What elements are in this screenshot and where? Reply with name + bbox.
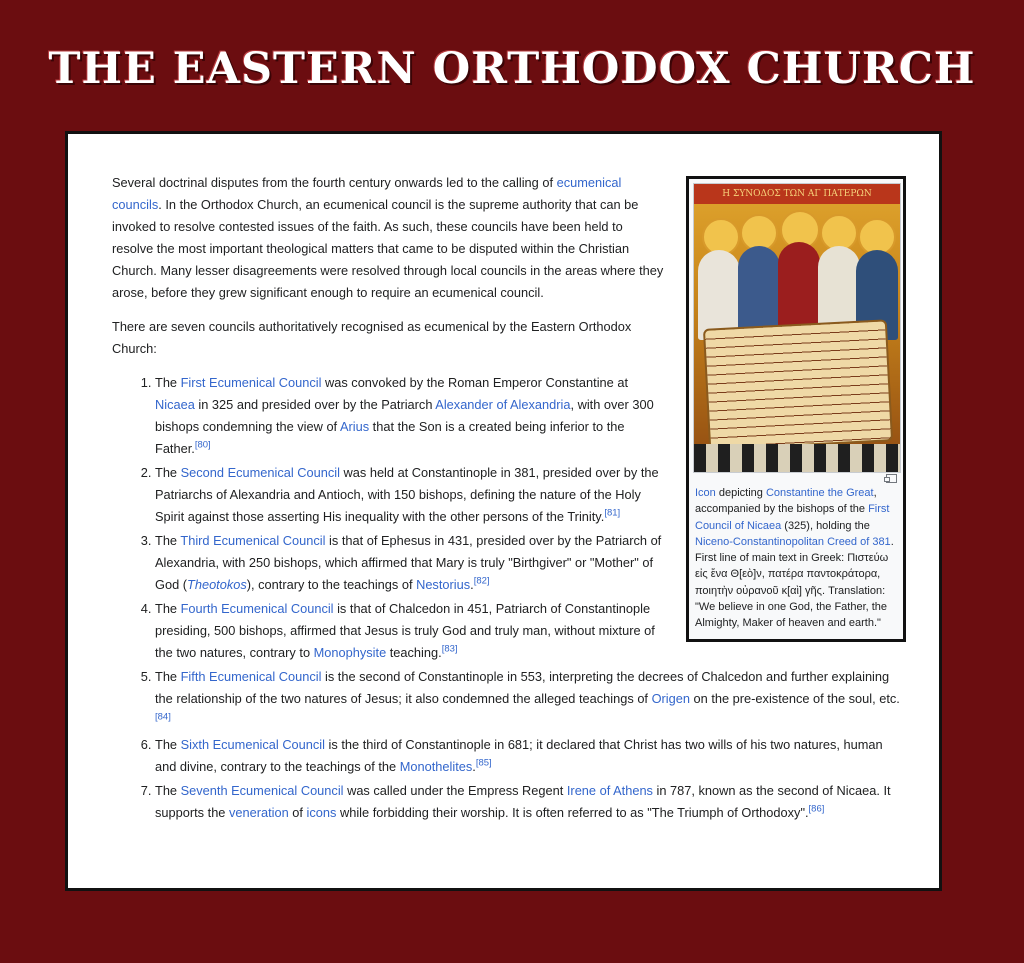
- council-of-nicaea-icon-image[interactable]: [693, 183, 901, 473]
- link-nicaea[interactable]: Nicaea: [155, 397, 195, 412]
- checkered-floor: [694, 444, 900, 472]
- list-item-council-3: 3. The Third Ecumenical Council is that of Ephesus in 431, presided over by the Patriarch of Alexandria, with 250 bishops, which affirmed that Mary is truly "Birthgiver" or "Mother" of God (Theotokos), contrary to the teachings of Nestorius.[82]: [155, 530, 663, 596]
- link-sixth-ecumenical-council[interactable]: Sixth Ecumenical Council: [180, 737, 325, 752]
- intro-paragraph: Several doctrinal disputes from the fourth century onwards led to the calling of ecumenical councils. In the Orthodox Church, an ecumenical council is the supreme authority that can be invoked to resolve contested issues of the faith. As such, these councils have been held to resolve the most important theological matters that came to be disputed within the Christian Church. Many lesser disagreements were resolved through local councils in the areas where they arose, before they grew significant enough to require an ecumenical council.: [112, 175, 664, 300]
- list-item-council-7: 7. The Seventh Ecumenical Council was called under the Empress Regent Irene of Athens in 787, known as the second of Nicaea. It supports the veneration of icons while forbidding their worship. It is often referred to as "The Triumph of Orthodoxy".[86]: [155, 780, 907, 824]
- infobox: [686, 176, 906, 642]
- link-monophysite[interactable]: Monophysite: [313, 645, 387, 660]
- link-alexander-of-alexandria[interactable]: Alexander of Alexandria: [435, 397, 571, 412]
- link-fifth-ecumenical-council[interactable]: Fifth Ecumenical Council: [180, 669, 322, 684]
- link-origen[interactable]: Origen: [651, 691, 690, 706]
- link-seventh-ecumenical-council[interactable]: Seventh Ecumenical Council: [180, 783, 344, 798]
- link-nestorius[interactable]: Nestorius: [416, 577, 471, 592]
- link-arius[interactable]: Arius: [339, 419, 370, 434]
- link-veneration[interactable]: veneration: [228, 805, 289, 820]
- link-icon[interactable]: Icon: [695, 487, 716, 499]
- link-monothelites[interactable]: Monothelites: [399, 759, 473, 774]
- page-title: THE EASTERN ORTHODOX CHURCH: [48, 44, 976, 94]
- enlarge-icon[interactable]: [886, 474, 897, 483]
- ref-83[interactable]: [83]: [441, 643, 458, 655]
- link-theotokos[interactable]: Theotokos: [187, 577, 247, 592]
- link-constantine-the-great[interactable]: Constantine the Great: [765, 487, 874, 499]
- link-ecumenical-councils[interactable]: ecumenical councils: [112, 175, 622, 212]
- list-item-council-2: 2. The Second Ecumenical Council was held at Constantinople in 381, presided over by the Patriarchs of Alexandria and Antioch, with 150 bishops, defining the nature of the Holy Spirit against those asserting His inequality with the other persons of the Trinity.[81]: [155, 462, 663, 528]
- icon-banner: Η ΣΥΝΟΔΟΣ ΤΩΝ ΑΓ ΠΑΤΕΡΩΝ: [694, 184, 900, 204]
- list-item-council-1: 1. The First Ecumenical Council was convoked by the Roman Emperor Constantine at Nicaea in 325 and presided over by the Patriarch Alexander of Alexandria, with over 300 bishops condemning the view of Arius that the Son is a created being inferior to the Father.[80]: [155, 372, 663, 460]
- link-first-council-of-nicaea[interactable]: First Council of Nicaea: [695, 503, 890, 532]
- link-irene-of-athens[interactable]: Irene of Athens: [566, 783, 653, 798]
- ref-86[interactable]: [86]: [808, 803, 825, 815]
- link-third-ecumenical-council[interactable]: Third Ecumenical Council: [180, 533, 326, 548]
- ref-82[interactable]: [82]: [473, 575, 490, 587]
- link-first-ecumenical-council[interactable]: First Ecumenical Council: [180, 375, 322, 390]
- creed-scroll: [703, 319, 893, 450]
- article-panel: [65, 131, 942, 891]
- link-second-ecumenical-council[interactable]: Second Ecumenical Council: [180, 465, 340, 480]
- link-fourth-ecumenical-council[interactable]: Fourth Ecumenical Council: [180, 601, 334, 616]
- link-niceno-constantinopolitan-creed[interactable]: Niceno-Constantinopolitan Creed of 381: [695, 535, 891, 548]
- ref-85[interactable]: [85]: [475, 757, 492, 769]
- list-item-council-4: 4. The Fourth Ecumenical Council is that of Chalcedon in 451, Patriarch of Constantinople presiding, 500 bishops, affirmed that Jesus is truly God and truly man, without mixture of the two natures, contrary to Monophysite teaching.[83]: [155, 598, 663, 664]
- link-icons[interactable]: icons: [306, 805, 337, 820]
- ref-80[interactable]: [80]: [194, 439, 211, 451]
- list-item-council-6: 6. The Sixth Ecumenical Council is the third of Constantinople in 681; it declared that Christ has two wills of his two natures, human and divine, contrary to the teachings of the Monothelites.[85]: [155, 734, 907, 778]
- list-item-council-5: 5. The Fifth Ecumenical Council is the second of Constantinople in 553, interpreting the decrees of Chalcedon and further explaining the relationship of the two natures of Jesus; it also condemned the alleged teachings of Origen on the pre-existence of the soul, etc.[84]: [155, 666, 907, 732]
- ref-81[interactable]: [81]: [604, 507, 621, 519]
- ref-84[interactable]: [84]: [155, 711, 171, 723]
- councils-intro-paragraph: There are seven councils authoritatively recognised as ecumenical by the Eastern Orthodox Church:: [112, 319, 632, 356]
- infobox-caption: Icon depicting Constantine the Great, accompanied by the bishops of the First Council of Nicaea (325), holding the Niceno-Constantinopolitan Creed of 381. First line of main text in Greek: Πιστεύω εἰς ἕνα Θ[εὸ]ν, πατέρα παντοκράτορα, ποιητὴν οὐρανοῦ κ[αὶ] γῆς. Translation: "We believe in one God, the Father, the Almighty, Maker of heaven and earth.": [693, 473, 899, 632]
